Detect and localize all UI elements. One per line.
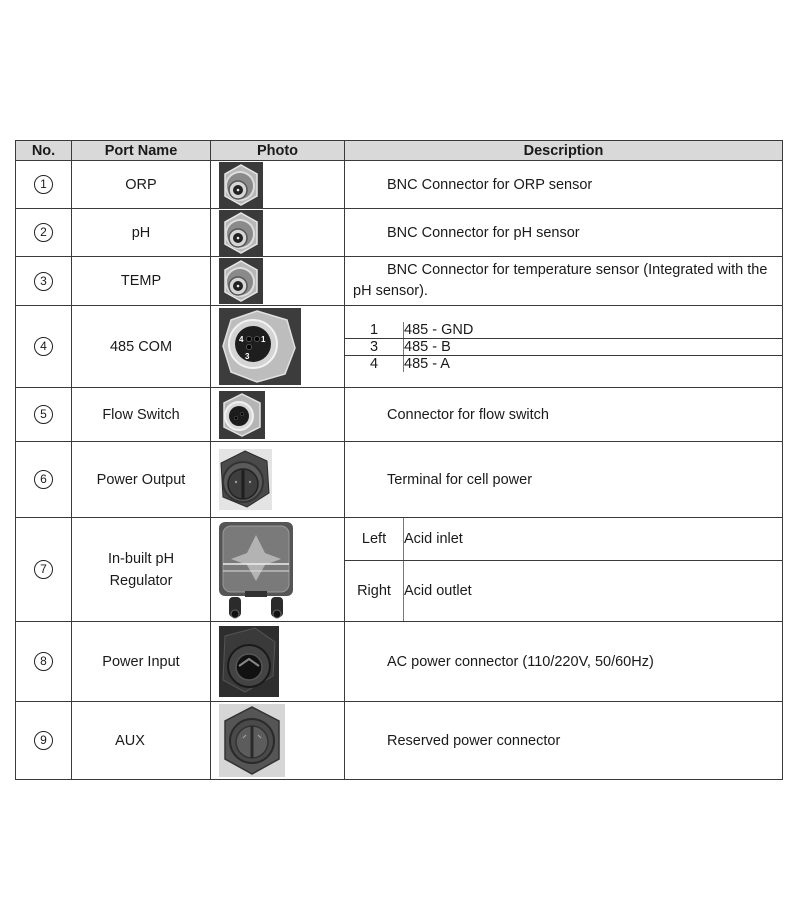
table-row <box>16 306 783 388</box>
port-name: AUX <box>72 702 211 780</box>
regulator-ports-cell <box>345 518 783 622</box>
pin-row <box>345 338 782 355</box>
pin-signal: 485 - B <box>404 338 783 355</box>
header-no: No. <box>16 141 72 161</box>
port-name: 485 COM <box>72 306 211 388</box>
row-number: 7 <box>34 560 53 579</box>
table-row <box>16 518 783 622</box>
table-row <box>16 622 783 702</box>
port-name: In-built pH Regulator <box>72 518 211 622</box>
port-description: BNC Connector for ORP sensor <box>345 161 783 209</box>
bnc-connector-photo <box>219 162 263 208</box>
pin-label: 4 <box>239 335 244 344</box>
port-name: Flow Switch <box>72 388 211 442</box>
pin-assignment-table <box>345 322 782 372</box>
aux-connector-photo <box>219 704 285 777</box>
port-name: Power Output <box>72 442 211 518</box>
port-description: Terminal for cell power <box>345 442 783 518</box>
pin-assignment-cell <box>345 306 783 388</box>
port-description: BNC Connector for temperature sensor (Integrated with the pH sensor). <box>345 257 783 306</box>
port-side: Right <box>345 560 404 621</box>
pin-row <box>345 355 782 372</box>
table-row <box>16 257 783 306</box>
bnc-connector-photo <box>219 258 263 304</box>
port-name: TEMP <box>72 257 211 306</box>
row-number: 4 <box>34 337 53 356</box>
port-function: Acid inlet <box>404 518 783 560</box>
port-name: Power Input <box>72 622 211 702</box>
peristaltic-pump-photo <box>219 519 293 621</box>
row-number: 8 <box>34 652 53 671</box>
row-number: 5 <box>34 405 53 424</box>
header-port-name: Port Name <box>72 141 211 161</box>
pin-number: 4 <box>345 355 404 372</box>
table-row <box>16 702 783 780</box>
header-row <box>16 141 783 161</box>
power-output-connector-photo <box>219 449 272 510</box>
2-pin-connector-photo <box>219 391 265 439</box>
port-name: ORP <box>72 161 211 209</box>
pin-signal: 485 - A <box>404 355 450 372</box>
row-number: 3 <box>34 272 53 291</box>
table-row <box>16 161 783 209</box>
port-description: Connector for flow switch <box>345 388 783 442</box>
port-side: Left <box>345 518 404 560</box>
cable-gland-photo <box>219 626 279 697</box>
pin-row <box>345 322 782 339</box>
table-row <box>16 209 783 257</box>
bnc-connector-photo <box>219 210 263 256</box>
row-number: 6 <box>34 470 53 489</box>
pin-number: 3 <box>345 338 404 355</box>
header-description: Description <box>345 141 783 161</box>
pin-signal: 485 - GND <box>404 322 783 339</box>
row-number: 9 <box>34 731 53 750</box>
pin-label: 3 <box>245 352 250 361</box>
port-row <box>345 560 782 621</box>
port-table <box>15 140 783 780</box>
row-number: 2 <box>34 223 53 242</box>
port-row <box>345 518 782 560</box>
port-name: pH <box>72 209 211 257</box>
regulator-ports-table <box>345 518 782 621</box>
row-number: 1 <box>34 175 53 194</box>
port-description: AC power connector (110/220V, 50/60Hz) <box>345 622 783 702</box>
table-row <box>16 388 783 442</box>
port-description: BNC Connector for pH sensor <box>345 209 783 257</box>
header-photo: Photo <box>211 141 345 161</box>
3-pin-connector-photo <box>219 308 301 385</box>
table-row <box>16 442 783 518</box>
port-description: Reserved power connector <box>345 702 783 780</box>
pin-label: 1 <box>261 335 266 344</box>
port-function: Acid outlet <box>404 582 472 599</box>
pin-number: 1 <box>345 322 404 339</box>
